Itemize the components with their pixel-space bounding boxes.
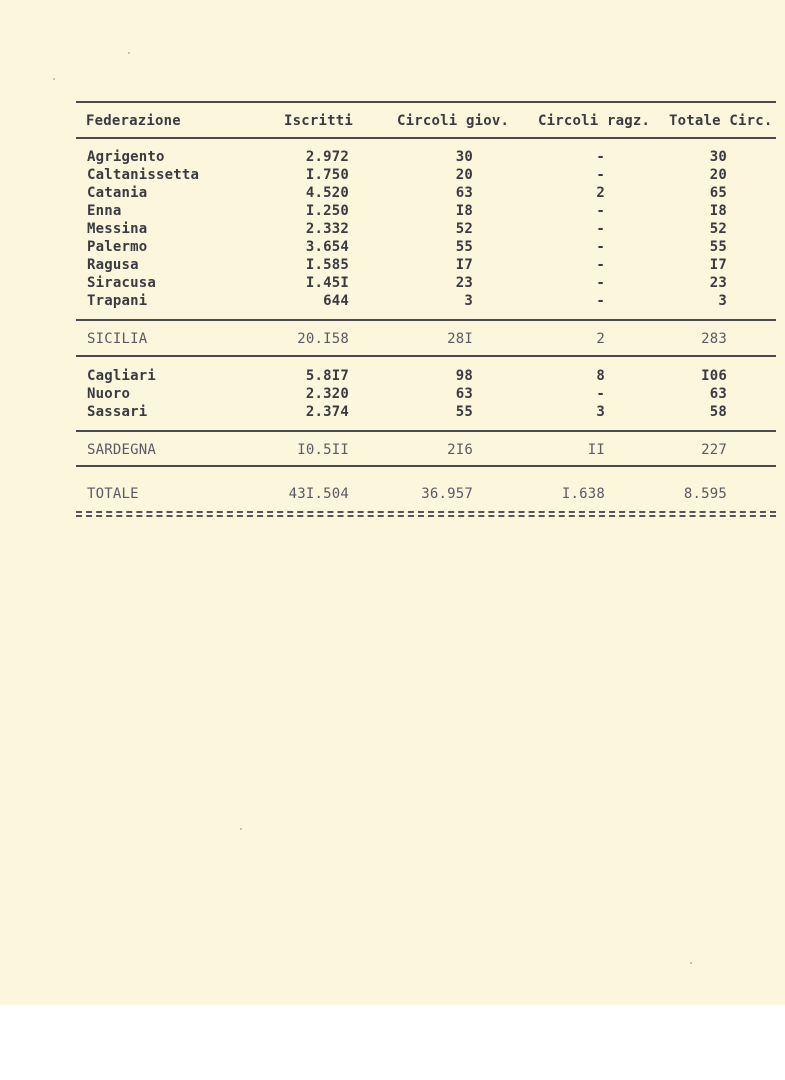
row-tot: 283 [701,331,727,347]
subtotal-row-sicilia [0,330,785,348]
row-giov: 55 [455,239,473,255]
row-iscritti: I.250 [305,203,349,219]
row-ragz: - [596,239,605,255]
section-rule [76,319,776,321]
row-iscritti: 4.520 [305,185,349,201]
row-iscritti: 2.332 [305,221,349,237]
row-iscritti: 3.654 [305,239,349,255]
table-header [0,112,785,130]
row-giov: 20 [455,167,473,183]
row-iscritti: 2.374 [305,404,349,420]
row-giov: 63 [455,185,473,201]
row-tot: 58 [709,404,727,420]
row-ragz: - [596,221,605,237]
row-ragz: II [587,442,605,458]
row-tot: 30 [709,149,727,165]
paper-speck [128,52,130,54]
table-row [0,166,785,184]
row-iscritti: 2.972 [305,149,349,165]
row-iscritti: 2.320 [305,386,349,402]
row-name: Trapani [87,293,148,309]
paper-speck [240,828,242,830]
table-row [0,385,785,403]
header-federazione: Federazione [86,113,181,129]
header-circoli-giov: Circoli giov. [397,113,510,129]
row-ragz: 8 [596,368,605,384]
row-iscritti: I0.5II [297,442,349,458]
section-rule [76,430,776,432]
row-tot: 52 [709,221,727,237]
row-ragz: - [596,203,605,219]
row-giov: 52 [455,221,473,237]
row-name: Sassari [87,404,148,420]
row-name: SICILIA [87,331,148,347]
closing-rule [76,511,776,513]
row-name: Ragusa [87,257,139,273]
row-ragz: - [596,149,605,165]
table-row [0,292,785,310]
table-row [0,184,785,202]
row-ragz: 3 [596,404,605,420]
row-name: Agrigento [87,149,165,165]
row-name: Caltanissetta [87,167,200,183]
row-iscritti: I.585 [305,257,349,273]
scan-margin [0,1005,785,1080]
row-tot: 23 [709,275,727,291]
row-ragz: - [596,386,605,402]
row-name: Enna [87,203,122,219]
paper-speck [690,962,692,964]
section-rule [76,465,776,467]
row-name: Cagliari [87,368,157,384]
row-giov: 28I [447,331,473,347]
table-row [0,148,785,166]
header-rule [76,137,776,139]
row-tot: 63 [709,386,727,402]
row-name: Siracusa [87,275,157,291]
row-name: Nuoro [87,386,131,402]
header-iscritti: Iscritti [284,113,354,129]
row-iscritti: I.45I [305,275,349,291]
row-ragz: - [596,257,605,273]
row-iscritti: 644 [323,293,349,309]
table-row [0,220,785,238]
row-giov: 3 [464,293,473,309]
row-name: TOTALE [87,486,139,502]
row-ragz: 2 [596,185,605,201]
row-ragz: - [596,293,605,309]
table-row [0,202,785,220]
row-name: SARDEGNA [87,442,157,458]
row-name: Palermo [87,239,148,255]
row-tot: 227 [701,442,727,458]
row-tot: 65 [709,185,727,201]
table-row [0,274,785,292]
row-ragz: - [596,275,605,291]
table-row [0,403,785,421]
section-rule [76,355,776,357]
row-tot: I8 [709,203,727,219]
header-totale-circ: Totale Circ. [669,113,773,129]
row-giov: I7 [455,257,473,273]
row-giov: 36.957 [421,486,473,502]
row-giov: 23 [455,275,473,291]
table-row [0,238,785,256]
row-tot: 20 [709,167,727,183]
row-tot: 8.595 [683,486,727,502]
closing-rule [76,515,776,517]
table-row [0,367,785,385]
row-ragz: I.638 [561,486,605,502]
row-giov: 30 [455,149,473,165]
row-giov: 98 [455,368,473,384]
row-name: Catania [87,185,148,201]
row-iscritti: 20.I58 [297,331,349,347]
row-tot: 3 [718,293,727,309]
row-giov: 2I6 [447,442,473,458]
paper-speck [53,78,55,80]
row-ragz: 2 [596,331,605,347]
row-name: Messina [87,221,148,237]
row-iscritti: 43I.504 [288,486,349,502]
row-tot: 55 [709,239,727,255]
table-row [0,256,785,274]
row-giov: 55 [455,404,473,420]
row-iscritti: 5.8I7 [305,368,349,384]
grand-total-row [0,485,785,503]
row-tot: I06 [701,368,727,384]
top-rule [76,101,776,103]
row-ragz: - [596,167,605,183]
subtotal-row-sardegna [0,441,785,459]
header-circoli-ragz: Circoli ragz. [538,113,651,129]
row-iscritti: I.750 [305,167,349,183]
row-tot: I7 [709,257,727,273]
row-giov: I8 [455,203,473,219]
row-giov: 63 [455,386,473,402]
